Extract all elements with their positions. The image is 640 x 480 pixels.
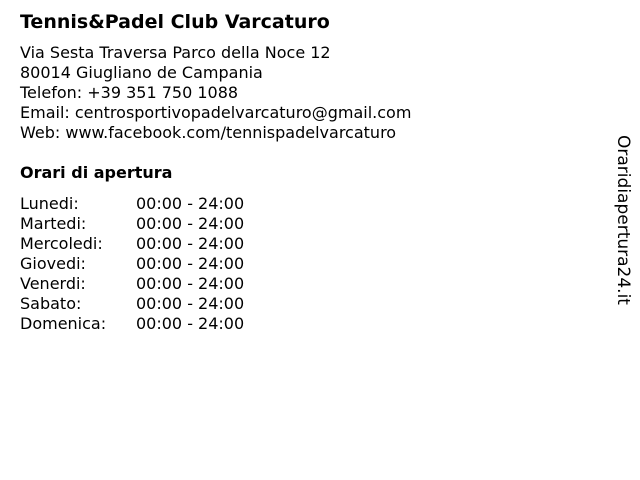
hours-row-sabato [20, 294, 244, 314]
phone-text: Telefon: +39 351 750 1088 [20, 83, 239, 102]
time-range: 00:00 - 24:00 [136, 234, 245, 253]
address-street: Via Sesta Traversa Parco della Noce 12 [20, 43, 331, 62]
hours-row-martedi [20, 214, 244, 234]
address-city: 80014 Giugliano de Campania [20, 63, 263, 82]
time-range: 00:00 - 24:00 [136, 254, 245, 273]
hours-row-domenica [20, 314, 244, 334]
time-range: 00:00 - 24:00 [136, 314, 245, 333]
time-range: 00:00 - 24:00 [136, 294, 245, 313]
hours-row-lunedi [20, 194, 244, 214]
day-label: Giovedi: [20, 254, 86, 273]
hours-row-venerdi [20, 274, 244, 294]
opening-hours-list [20, 194, 244, 334]
day-label: Domenica: [20, 314, 107, 333]
day-label: Sabato: [20, 294, 82, 313]
day-label: Martedi: [20, 214, 87, 233]
business-name: Tennis&Padel Club Varcaturo [20, 11, 330, 33]
day-label: Mercoledi: [20, 234, 103, 253]
day-label: Lunedi: [20, 194, 79, 213]
time-range: 00:00 - 24:00 [136, 194, 245, 213]
site-watermark: Oraridiapertura24.it [613, 135, 633, 305]
email-text: Email: centrosportivopadelvarcaturo@gmail.com [20, 103, 412, 122]
day-label: Venerdi: [20, 274, 86, 293]
hours-row-giovedi [20, 254, 244, 274]
contact-info [20, 43, 411, 143]
web-text: Web: www.facebook.com/tennispadelvarcaturo [20, 123, 397, 142]
hours-row-mercoledi [20, 234, 244, 254]
time-range: 00:00 - 24:00 [136, 214, 245, 233]
opening-hours-heading: Orari di apertura [20, 163, 173, 182]
time-range: 00:00 - 24:00 [136, 274, 245, 293]
